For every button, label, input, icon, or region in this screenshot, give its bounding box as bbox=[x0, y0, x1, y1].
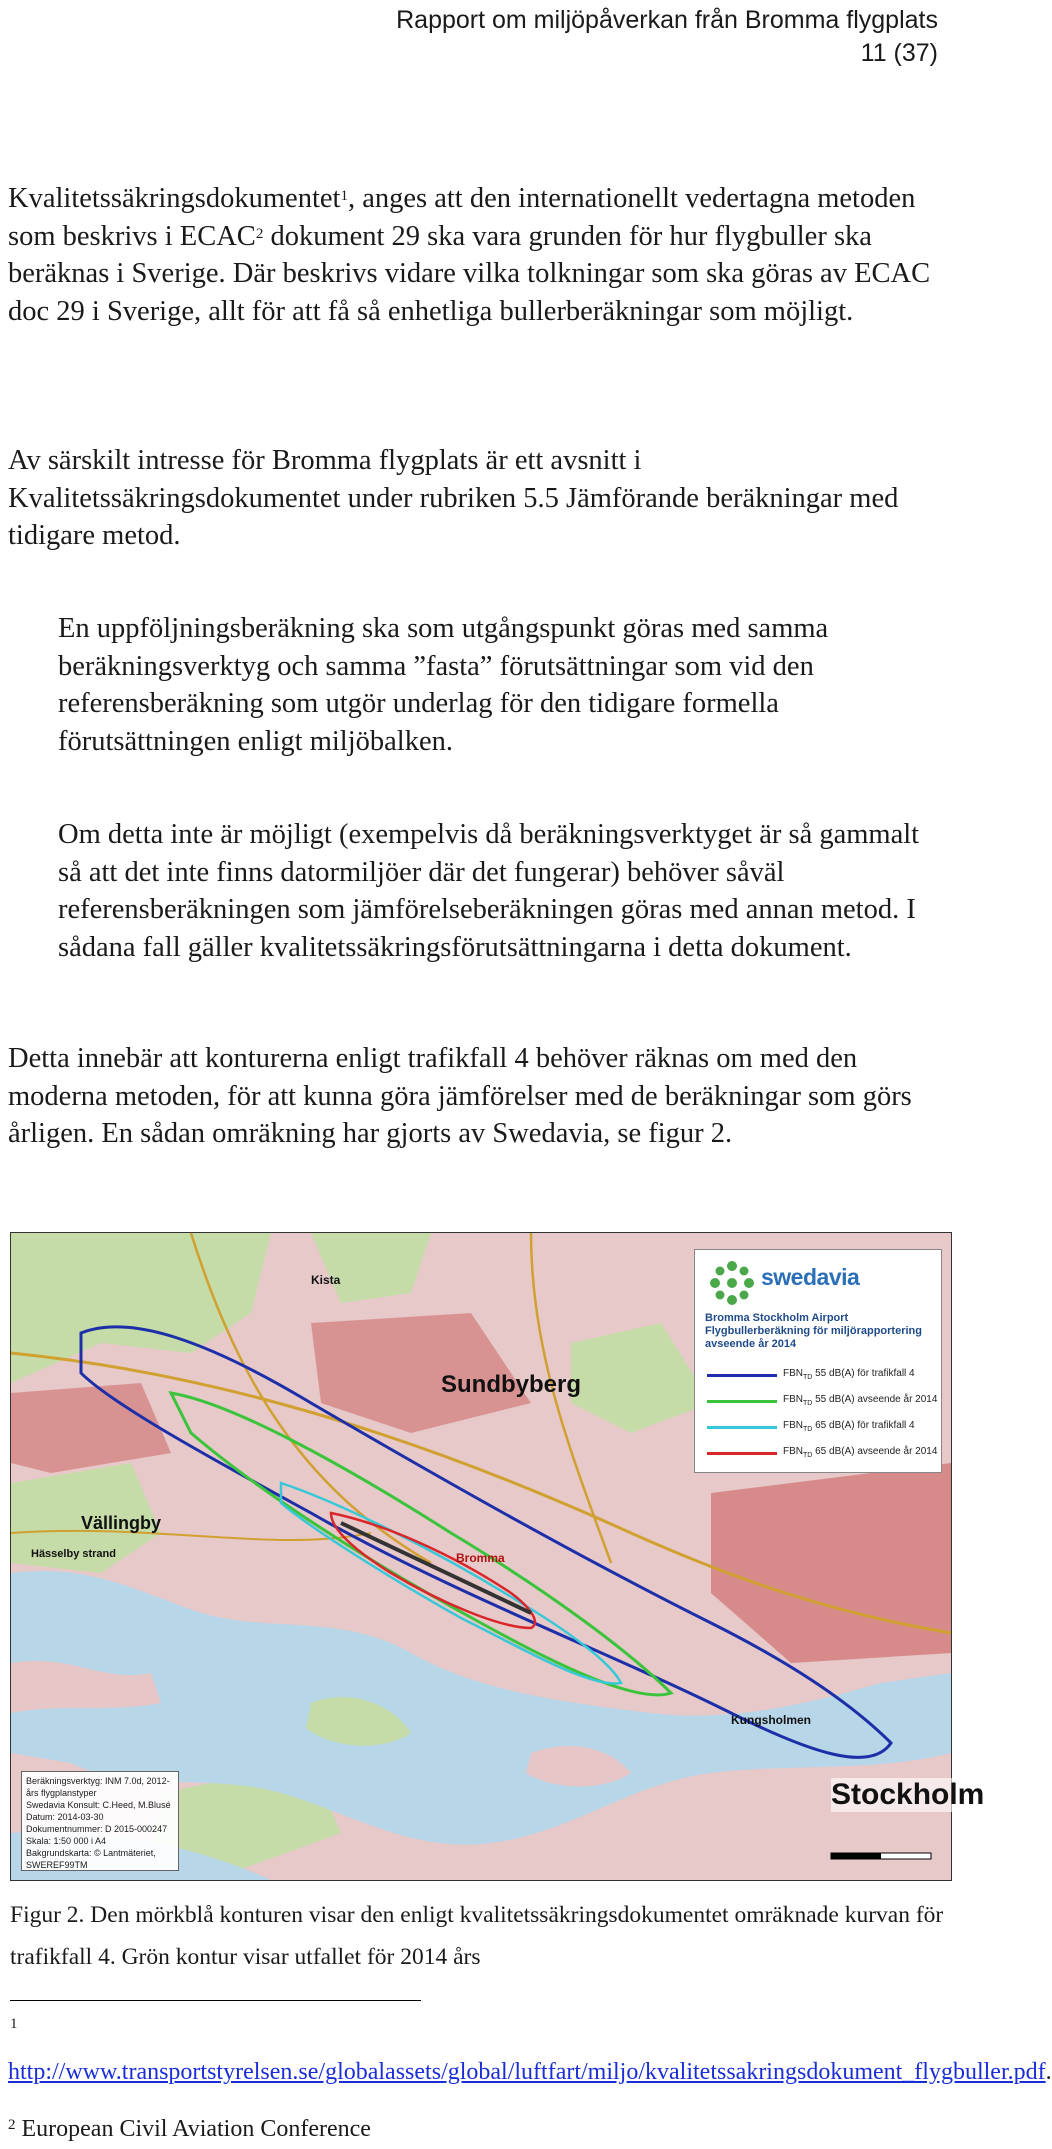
paragraph-1 bbox=[8, 180, 948, 330]
legend-label: $FBN_{TD}$ 65 dB(A) avseende år 2014 bbox=[783, 1446, 938, 1459]
label-kungsholmen: Kungsholmen bbox=[731, 1713, 811, 1727]
legend-label: $FBN_{TD}$ 65 dB(A) för trafikfall 4 bbox=[783, 1420, 915, 1433]
footnote-2 bbox=[8, 2114, 371, 2144]
page-number: 11 (37) bbox=[860, 39, 938, 67]
p1-text-a: Kvalitetssäkringsdokumentet bbox=[8, 183, 341, 214]
footnote-divider bbox=[10, 2000, 421, 2001]
label-vallingby: Vällingby bbox=[81, 1513, 162, 1533]
report-title: Rapport om miljöpåverkan från Bromma flygplats bbox=[396, 6, 938, 34]
footnote-1-link[interactable]: http://www.transportstyrelsen.se/globalassets/global/luftfart/miljo/kvalitetssakringsdokument_flygbuller.pdf bbox=[8, 2059, 1046, 2085]
swedavia-logo-icon bbox=[707, 1258, 757, 1308]
label-stockholm: Stockholm bbox=[831, 1778, 985, 1811]
footnote-ref-2[interactable]: 2 bbox=[255, 225, 264, 242]
legend-label: $FBN_{TD}$ 55 dB(A) avseende år 2014 bbox=[783, 1394, 938, 1407]
map-info-line: Swedavia Konsult: C.Heed, M.Blusé bbox=[26, 1800, 171, 1810]
label-hasselby: Hässelby strand bbox=[31, 1548, 116, 1560]
legend-swatch bbox=[707, 1400, 777, 1403]
figure-caption: Figur 2. Den mörkblå konturen visar den enligt kvalitetssäkringsdokumentet omräknade kurvan för trafikfall 4. Grön kontur visar utfallet för 2014 års bbox=[10, 1902, 944, 1970]
p1-text-c: dokument 29 ska vara grunden för hur flygbuller ska beräknas i Sverige. Där beskrivs vidare vilka tolkningar som ska göras av ECAC doc 29 i Sverige, allt för att få så enhetliga bullerberäkningar som möjligt. bbox=[8, 220, 931, 327]
map-info-line: Bakgrundskarta: © Lantmäteriet, SWEREF99TM bbox=[26, 1848, 156, 1870]
legend-swatch bbox=[707, 1374, 777, 1377]
page-header bbox=[396, 0, 938, 70]
paragraph-3: Detta innebär att konturerna enligt trafikfall 4 behöver räknas om med den moderna metoden, för att kunna göra jämförelser med de beräkningar som görs årligen. En sådan omräkning har gjorts av Swedavia, se figur 2. bbox=[8, 1043, 912, 1149]
map-info-line: Beräkningsverktyg: INM 7.0d, 2012-års flygplanstyper bbox=[26, 1776, 170, 1798]
map-legend bbox=[694, 1249, 942, 1473]
paragraph-2: Av särskilt intresse för Bromma flygplats är ett avsnitt i Kvalitetssäkringsdokumentet under rubriken 5.5 Jämförande beräkningar med tidigare metod. bbox=[8, 445, 899, 551]
footnote-1-suffix: . bbox=[1045, 2059, 1052, 2085]
legend-label: $FBN_{TD}$ 55 dB(A) för trafikfall 4 bbox=[783, 1368, 915, 1381]
footnote-1-number: 1 bbox=[10, 2016, 18, 2032]
legend-title: Bromma Stockholm Airport Flygbullerberäkning för miljörapportering avseende år 2014 bbox=[705, 1312, 922, 1350]
legend-item bbox=[707, 1420, 937, 1434]
block-quote-1: En uppföljningsberäkning ska som utgångspunkt göras med samma beräkningsverktyg och samma ”fasta” förutsättningar som vid den referensberäkning som utgör underlag för den tidigare formella förutsättningen enligt miljöbalken. bbox=[58, 613, 829, 757]
legend-swatch bbox=[707, 1426, 777, 1429]
label-kista: Kista bbox=[311, 1273, 341, 1287]
map-info-box bbox=[21, 1771, 179, 1871]
legend-swatch bbox=[707, 1452, 777, 1455]
footnote-1 bbox=[8, 2056, 1052, 2088]
footnote-2-number: 2 bbox=[8, 2117, 16, 2133]
legend-item bbox=[707, 1394, 937, 1408]
label-bromma: Bromma bbox=[456, 1551, 505, 1565]
map-info-line: Skala: 1:50 000 i A4 bbox=[26, 1836, 107, 1846]
map-info-line: Dokumentnummer: D 2015-000247 bbox=[26, 1824, 168, 1834]
noise-contour-map bbox=[10, 1232, 985, 1881]
block-quote-2: Om detta inte är möjligt (exempelvis då beräkningsverktyget är så gammalt så att det inte finns datormiljöer där det fungerar) behöver såväl referensberäkningen som jämförelseberäkningen göras med annan metod. I sådana fall gäller kvalitetssäkringsförutsättningarna i detta dokument. bbox=[58, 819, 920, 963]
brand-name: swedavia bbox=[761, 1264, 860, 1290]
footnote-ref-1[interactable]: 1 bbox=[340, 188, 348, 204]
map-info-line: Datum: 2014-03-30 bbox=[26, 1812, 104, 1822]
legend-item bbox=[707, 1368, 937, 1382]
legend-item bbox=[707, 1446, 937, 1460]
label-sundbyberg: Sundbyberg bbox=[441, 1371, 582, 1398]
footnote-2-text: European Civil Aviation Conference bbox=[15, 2116, 371, 2142]
scale-bar-segment bbox=[831, 1853, 881, 1859]
p1-text-b: , anges att den internationellt vedertagna metoden som beskrivs i ECAC bbox=[8, 183, 916, 252]
